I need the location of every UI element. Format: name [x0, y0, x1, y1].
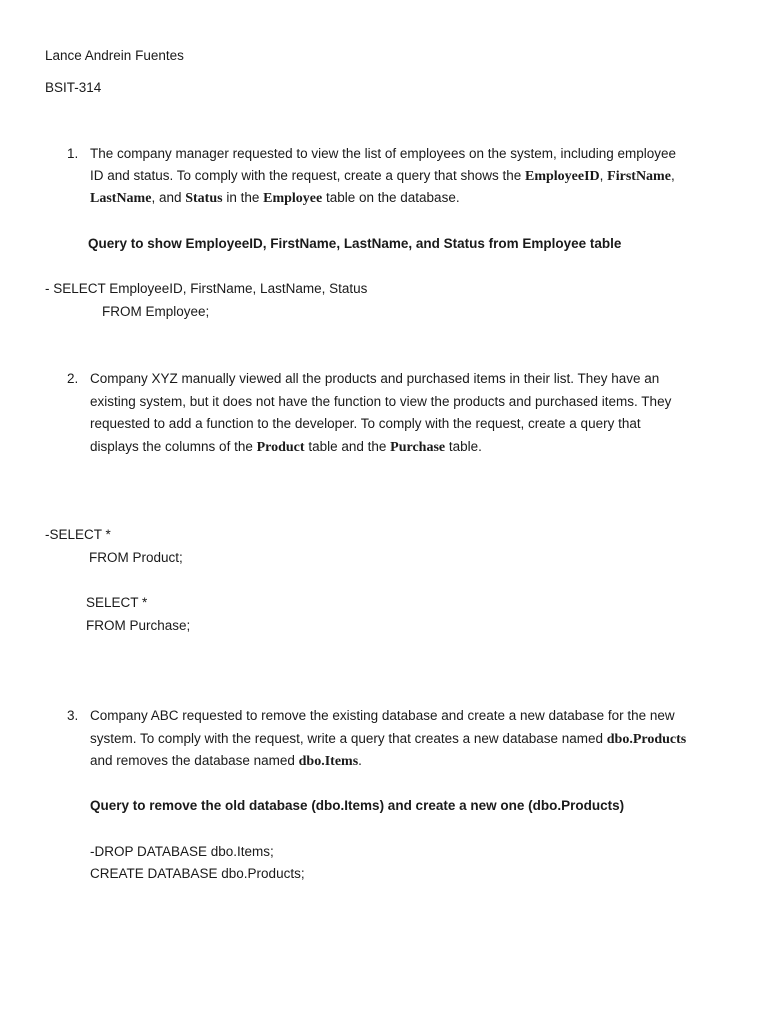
q3-line-1: Company ABC requested to remove the existing database and create a new database for the new: [90, 708, 675, 723]
q1-line-3: LastName, and Status in the Employee table on the database.: [90, 190, 460, 206]
q3-number: 3.: [67, 708, 79, 723]
q2-line-2: existing system, but it does not have the function to view the products and purchased items. They: [90, 394, 672, 409]
q1-code-line-1: - SELECT EmployeeID, FirstName, LastName, Status: [45, 281, 368, 296]
q2-line-4: displays the columns of the Product table and the Purchase table.: [90, 439, 482, 455]
author-name: Lance Andrein Fuentes: [45, 48, 184, 63]
q3-line-3: and removes the database named dbo.Items.: [90, 753, 362, 769]
q3-heading: Query to remove the old database (dbo.Items) and create a new one (dbo.Products): [90, 798, 625, 813]
q1-code-line-2: FROM Employee;: [102, 304, 210, 319]
q3-line-2: system. To comply with the request, write a query that creates a new database named dbo.Products: [90, 731, 687, 747]
q1-line-1: The company manager requested to view the list of employees on the system, including employee: [90, 146, 677, 161]
q2-code-line-3: SELECT *: [86, 595, 148, 610]
q1-heading: Query to show EmployeeID, FirstName, LastName, and Status from Employee table: [88, 236, 622, 251]
q2-code-line-1: -SELECT *: [45, 527, 111, 542]
q2-code-line-2: FROM Product;: [89, 550, 183, 565]
q1-number: 1.: [67, 146, 79, 161]
q3-code-line-1: -DROP DATABASE dbo.Items;: [90, 844, 274, 859]
q2-line-3: requested to add a function to the developer. To comply with the request, create a query that: [90, 416, 641, 431]
course-section: BSIT-314: [45, 80, 102, 95]
q1-line-2: ID and status. To comply with the request, create a query that shows the EmployeeID, FirstName,: [90, 168, 675, 184]
q3-code-line-2: CREATE DATABASE dbo.Products;: [90, 866, 305, 881]
q2-code-line-4: FROM Purchase;: [86, 618, 191, 633]
q2-number: 2.: [67, 371, 79, 386]
q2-line-1: Company XYZ manually viewed all the products and purchased items in their list. They have an: [90, 371, 660, 386]
